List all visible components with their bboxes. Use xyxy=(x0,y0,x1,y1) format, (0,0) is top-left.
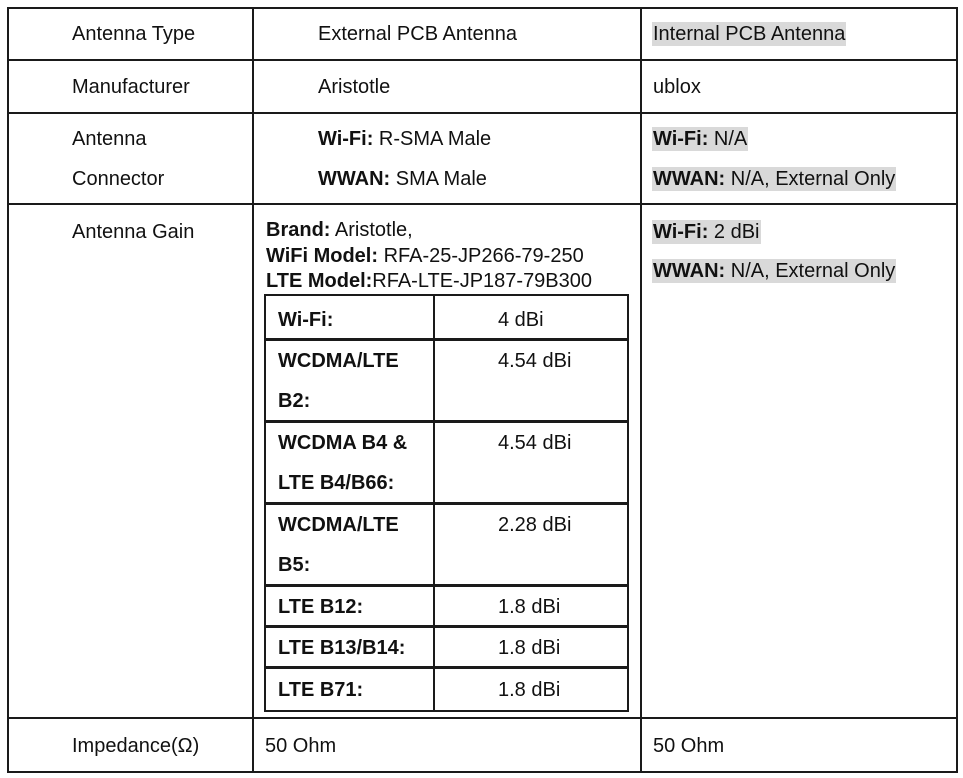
row-divider xyxy=(7,112,958,114)
lte-model-value: RFA-LTE-JP187-79B300 xyxy=(372,270,593,292)
impedance-label: Impedance(Ω) xyxy=(72,735,200,757)
gain-wifi-model xyxy=(266,245,584,267)
antenna-type-external: External PCB Antenna xyxy=(318,23,518,45)
band-row-divider xyxy=(266,625,627,628)
wifi-value: R-SMA Male xyxy=(373,128,492,150)
connector-internal-wifi xyxy=(652,127,748,151)
connector-external-wwan xyxy=(318,167,487,191)
band-name: Wi-Fi: xyxy=(278,309,334,331)
wifi-key: Wi-Fi: xyxy=(318,128,374,150)
wifi-key: Wi-Fi: xyxy=(653,128,709,150)
band-gain: 4.54 dBi xyxy=(498,432,572,454)
band-name: LTE B13/B14: xyxy=(278,637,406,659)
band-gain: 1.8 dBi xyxy=(498,596,561,618)
wwan-value: N/A, External Only xyxy=(725,260,896,282)
wifi-model-key: WiFi Model: xyxy=(266,245,379,267)
band-gain: 2.28 dBi xyxy=(498,514,572,536)
band-gain-table xyxy=(264,294,629,712)
brand-key: Brand: xyxy=(266,219,331,241)
connector-label-line1: Antenna xyxy=(72,128,147,150)
manufacturer-label: Manufacturer xyxy=(72,76,190,98)
row-divider xyxy=(7,59,958,61)
gain-lte-model xyxy=(266,270,592,292)
band-gain: 4.54 dBi xyxy=(498,350,572,372)
antenna-type-internal: Internal PCB Antenna xyxy=(653,23,846,45)
wifi-key: Wi-Fi: xyxy=(653,221,709,243)
antenna-type-label: Antenna Type xyxy=(72,23,196,45)
impedance-internal: 50 Ohm xyxy=(653,735,725,757)
wwan-value: N/A, External Only xyxy=(725,168,896,190)
band-name: LTE B71: xyxy=(278,679,364,701)
band-row-divider xyxy=(266,338,627,341)
column-divider xyxy=(252,7,254,773)
band-gain: 1.8 dBi xyxy=(498,679,561,701)
gain-brand xyxy=(266,219,413,241)
wwan-value: SMA Male xyxy=(390,168,487,190)
band-gain: 4 dBi xyxy=(498,309,544,331)
band-row-divider xyxy=(266,584,627,587)
band-name-line2: B5: xyxy=(278,554,311,576)
band-row-divider xyxy=(266,420,627,423)
band-name: WCDMA B4 & xyxy=(278,432,408,454)
lte-model-key: LTE Model: xyxy=(266,270,373,292)
brand-value: Aristotle, xyxy=(330,219,413,241)
impedance-external: 50 Ohm xyxy=(265,735,337,757)
row-divider xyxy=(7,203,958,205)
connector-external-wifi xyxy=(318,127,491,151)
wifi-value: 2 dBi xyxy=(708,221,760,243)
connector-internal-wwan xyxy=(652,167,896,191)
wwan-key: WWAN: xyxy=(318,168,391,190)
band-gain: 1.8 dBi xyxy=(498,637,561,659)
band-name: WCDMA/LTE xyxy=(278,350,399,372)
column-divider xyxy=(640,7,642,773)
gain-internal-wifi xyxy=(652,220,761,244)
row-divider xyxy=(7,717,958,719)
wifi-value: N/A xyxy=(708,128,748,150)
wwan-key: WWAN: xyxy=(653,260,726,282)
manufacturer-external: Aristotle xyxy=(318,76,391,98)
band-name-line2: LTE B4/B66: xyxy=(278,472,395,494)
band-name: WCDMA/LTE xyxy=(278,514,399,536)
connector-label-line2: Connector xyxy=(72,168,165,190)
band-name: LTE B12: xyxy=(278,596,364,618)
wwan-key: WWAN: xyxy=(653,168,726,190)
band-row-divider xyxy=(266,502,627,505)
gain-label: Antenna Gain xyxy=(72,221,195,243)
band-row-divider xyxy=(266,666,627,669)
band-name-line2: B2: xyxy=(278,390,311,412)
gain-internal-wwan xyxy=(652,259,896,283)
manufacturer-internal: ublox xyxy=(653,76,701,98)
wifi-model-value: RFA-25-JP266-79-250 xyxy=(378,245,584,267)
